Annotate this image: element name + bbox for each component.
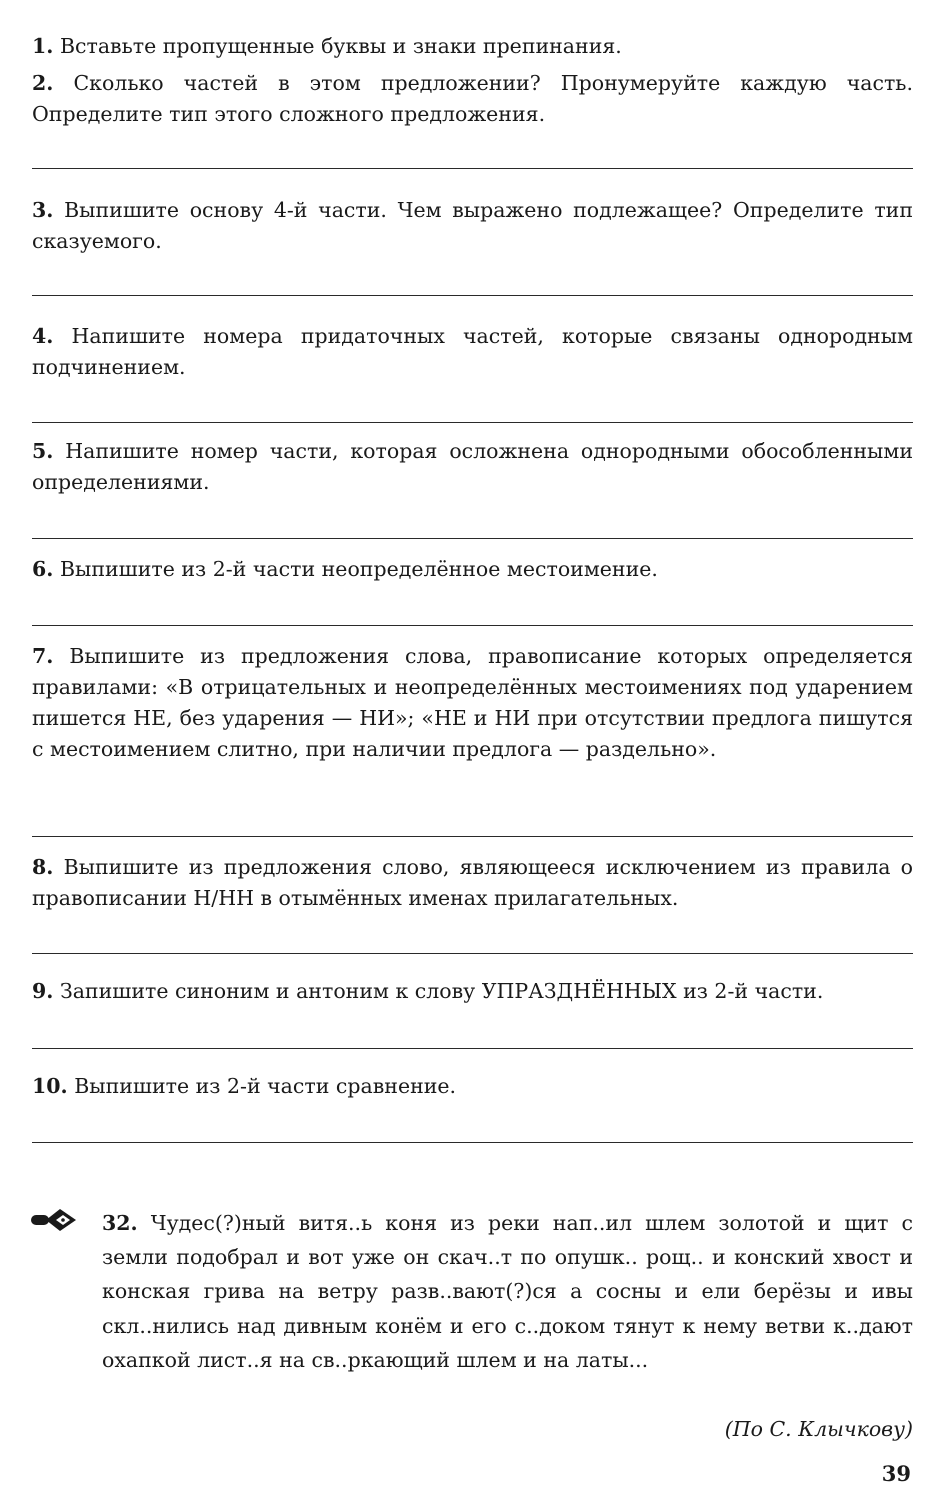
pen-nib-icon (30, 1207, 78, 1233)
task-text: Напишите номера придаточных частей, которые связаны однородным подчинением. (32, 324, 913, 379)
answer-line[interactable] (32, 538, 913, 539)
task-3 (32, 195, 913, 257)
exercise-body: Чудес(?)ный витя..ь коня из реки нап..ил шлем золотой и щит с земли подобрал и вот уже он скач..т по опушк.. рощ.. и конский хвост и конская грива на ветру разв..вают(?)ся а сосны и ели берёзы и ивы скл..нились над дивным конём и его с..доком тянут к нему ветви к..дают охапкой лист..я на св..ркающий шлем и на латы... (102, 1211, 913, 1372)
exercise-number: 32. (102, 1211, 138, 1235)
task-number: 7. (32, 644, 54, 668)
page-number: 39 (881, 1461, 911, 1486)
task-text: Напишите номер части, которая осложнена однородными обособленными определениями. (32, 439, 913, 494)
task-8 (32, 852, 913, 914)
task-4 (32, 321, 913, 383)
task-text: Выпишите из предложения слова, правописание которых определяется правилами: «В отрицательных и неопределённых местоимениях под ударением пишется НЕ, без ударения — НИ»; «НЕ и НИ при отсутствии предлога пишутся с местоимением слитно, при наличии предлога — раздельно». (32, 644, 913, 761)
answer-line[interactable] (32, 1142, 913, 1143)
exercise-author: (По С. Клычкову) (724, 1417, 913, 1441)
task-6 (32, 554, 913, 585)
task-text: Выпишите из 2-й части неопределённое местоимение. (59, 557, 658, 581)
task-number: 5. (32, 439, 54, 463)
task-number: 2. (32, 71, 54, 95)
task-text: Выпишите из 2-й части сравнение. (74, 1074, 457, 1098)
task-2 (32, 68, 913, 130)
task-5 (32, 436, 913, 498)
answer-line[interactable] (32, 836, 913, 837)
answer-line[interactable] (32, 295, 913, 296)
task-text: Запишите синоним и антоним к слову УПРАЗДНЁННЫХ из 2-й части. (59, 979, 824, 1003)
task-number: 6. (32, 557, 54, 581)
task-text: Выпишите основу 4-й части. Чем выражено подлежащее? Определите тип сказуемого. (32, 198, 913, 253)
task-9 (32, 976, 913, 1007)
answer-line[interactable] (32, 625, 913, 626)
task-number: 4. (32, 324, 54, 348)
task-number: 3. (32, 198, 54, 222)
answer-line[interactable] (32, 422, 913, 423)
task-number: 10. (32, 1074, 68, 1098)
task-text: Выпишите из предложения слово, являющееся исключением из правила о правописании Н/НН в отымённых именах прилагательных. (32, 855, 913, 910)
answer-line[interactable] (32, 1048, 913, 1049)
task-7 (32, 641, 913, 765)
task-number: 1. (32, 34, 54, 58)
task-text: Сколько частей в этом предложении? Пронумеруйте каждую часть. Определите тип этого сложного предложения. (32, 71, 913, 126)
task-number: 8. (32, 855, 54, 879)
answer-line[interactable] (32, 168, 913, 169)
task-text: Вставьте пропущенные буквы и знаки препинания. (59, 34, 622, 58)
task-number: 9. (32, 979, 54, 1003)
task-1 (32, 31, 913, 62)
answer-line[interactable] (32, 953, 913, 954)
exercise-text (102, 1206, 913, 1377)
task-10 (32, 1071, 913, 1102)
